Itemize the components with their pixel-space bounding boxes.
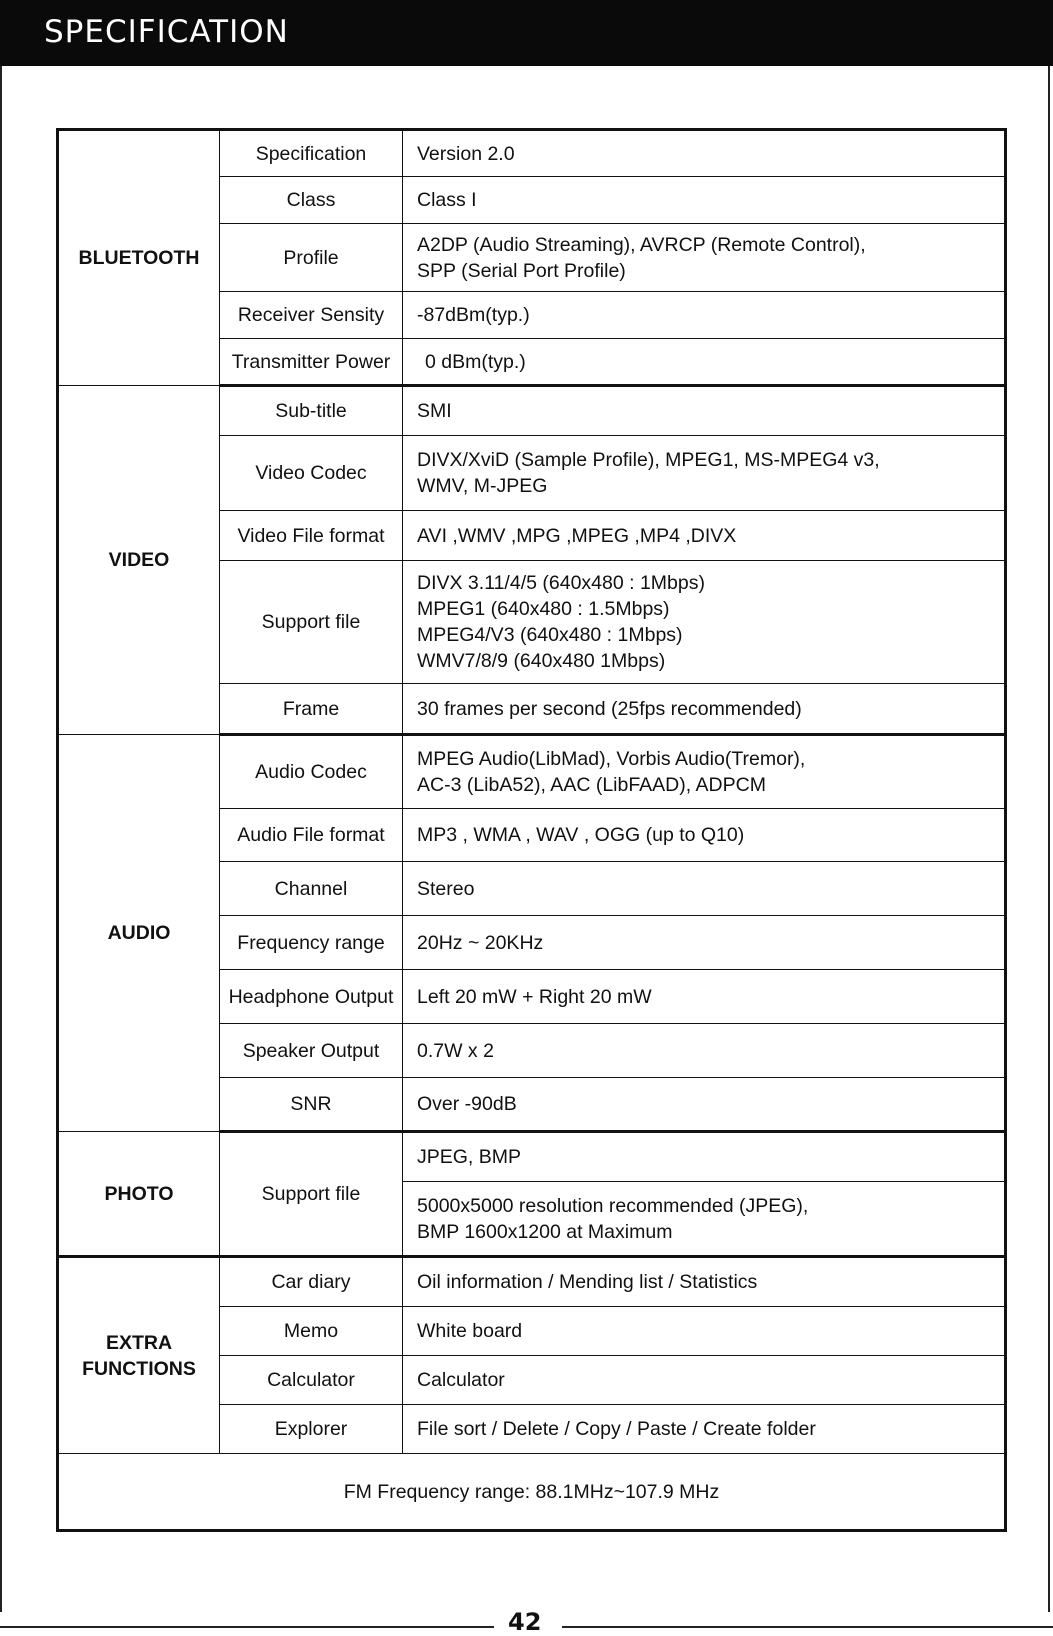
footer-rule-left bbox=[0, 1626, 494, 1628]
spec-value-line: A2DP (Audio Streaming), AVRCP (Remote Control), bbox=[417, 233, 866, 256]
category-photo: PHOTO bbox=[58, 1132, 220, 1257]
table-row bbox=[58, 1257, 1006, 1307]
spec-item: Speaker Output bbox=[220, 1024, 403, 1078]
spec-value bbox=[403, 735, 1006, 809]
spec-item: Sub-title bbox=[220, 386, 403, 436]
spec-value-line: SPP (Serial Port Profile) bbox=[417, 259, 626, 282]
spec-item: Memo bbox=[220, 1307, 403, 1356]
spec-table bbox=[56, 128, 1007, 1532]
spec-value: 0.7W x 2 bbox=[403, 1024, 1006, 1078]
category-extra-functions bbox=[58, 1257, 220, 1454]
spec-value-line: MPEG Audio(LibMad), Vorbis Audio(Tremor), bbox=[417, 748, 806, 770]
table-row bbox=[58, 386, 1006, 436]
table-row bbox=[58, 735, 1006, 809]
spec-value: SMI bbox=[403, 386, 1006, 436]
spec-value: Class I bbox=[403, 177, 1006, 224]
table-row bbox=[58, 1454, 1006, 1531]
spec-value-line: MPEG4/V3 (640x480 : 1Mbps) bbox=[417, 624, 683, 646]
page-number: 42 bbox=[508, 1608, 542, 1636]
spec-value-line: DIVX/XviD (Sample Profile), MPEG1, MS-MPEG4 v3, bbox=[417, 449, 880, 471]
spec-value-line: MPEG1 (640x480 : 1.5Mbps) bbox=[417, 598, 670, 620]
spec-item: Audio Codec bbox=[220, 735, 403, 809]
spec-value: Stereo bbox=[403, 862, 1006, 916]
table-row bbox=[58, 130, 1006, 177]
spec-item: Support file bbox=[220, 561, 403, 684]
spec-value-line: WMV7/8/9 (640x480 1Mbps) bbox=[417, 650, 666, 672]
spec-item: Frequency range bbox=[220, 916, 403, 970]
spec-value-line: WMV, M-JPEG bbox=[417, 475, 548, 497]
category-label-line: EXTRA bbox=[105, 1331, 173, 1354]
spec-value: 30 frames per second (25fps recommended) bbox=[403, 684, 1006, 735]
spec-item: Frame bbox=[220, 684, 403, 735]
spec-value: Version 2.0 bbox=[403, 130, 1006, 177]
spec-value bbox=[403, 436, 1006, 511]
spec-value-line: BMP 1600x1200 at Maximum bbox=[417, 1220, 673, 1243]
spec-item: Receiver Sensity bbox=[220, 292, 403, 339]
spec-value: Oil information / Mending list / Statistics bbox=[403, 1257, 1006, 1307]
spec-value: Calculator bbox=[403, 1356, 1006, 1405]
page-title: SPECIFICATION bbox=[44, 14, 289, 50]
spec-value bbox=[403, 561, 1006, 684]
category-bluetooth: BLUETOOTH bbox=[58, 130, 220, 386]
category-audio: AUDIO bbox=[58, 735, 220, 1132]
spec-value: File sort / Delete / Copy / Paste / Create folder bbox=[403, 1405, 1006, 1454]
spec-item: Transmitter Power bbox=[220, 339, 403, 386]
spec-item: Car diary bbox=[220, 1257, 403, 1307]
spec-value: -87dBm(typ.) bbox=[403, 292, 1006, 339]
spec-item: Specification bbox=[220, 130, 403, 177]
category-video: VIDEO bbox=[58, 386, 220, 735]
spec-item: Explorer bbox=[220, 1405, 403, 1454]
spec-item: Profile bbox=[220, 224, 403, 292]
spec-value: AVI ,WMV ,MPG ,MPEG ,MP4 ,DIVX bbox=[403, 511, 1006, 561]
spec-item: SNR bbox=[220, 1078, 403, 1132]
spec-value: MP3 , WMA , WAV , OGG (up to Q10) bbox=[403, 809, 1006, 862]
spec-value-line: AC-3 (LibA52), AAC (LibFAAD), ADPCM bbox=[417, 774, 766, 796]
spec-value bbox=[403, 224, 1006, 292]
spec-value: JPEG, BMP bbox=[403, 1132, 1006, 1182]
spec-item: Calculator bbox=[220, 1356, 403, 1405]
spec-item: Class bbox=[220, 177, 403, 224]
spec-item: Headphone Output bbox=[220, 970, 403, 1024]
spec-item: Channel bbox=[220, 862, 403, 916]
spec-item: Video Codec bbox=[220, 436, 403, 511]
category-label-line: FUNCTIONS bbox=[82, 1357, 196, 1380]
spec-value-line: DIVX 3.11/4/5 (640x480 : 1Mbps) bbox=[417, 572, 705, 594]
spec-value: White board bbox=[403, 1307, 1006, 1356]
table-row bbox=[58, 1132, 1006, 1182]
spec-item: Video File format bbox=[220, 511, 403, 561]
fm-frequency-range: FM Frequency range: 88.1MHz~107.9 MHz bbox=[58, 1454, 1006, 1531]
spec-value bbox=[403, 1182, 1006, 1257]
spec-item: Support file bbox=[220, 1132, 403, 1257]
spec-value: Left 20 mW + Right 20 mW bbox=[403, 970, 1006, 1024]
spec-value: Over -90dB bbox=[403, 1078, 1006, 1132]
spec-item: Audio File format bbox=[220, 809, 403, 862]
page-header bbox=[0, 0, 1053, 66]
spec-value-line: 5000x5000 resolution recommended (JPEG), bbox=[417, 1194, 809, 1217]
spec-value: 0 dBm(typ.) bbox=[403, 339, 1006, 386]
footer-rule-right bbox=[562, 1626, 1053, 1628]
spec-value: 20Hz ~ 20KHz bbox=[403, 916, 1006, 970]
